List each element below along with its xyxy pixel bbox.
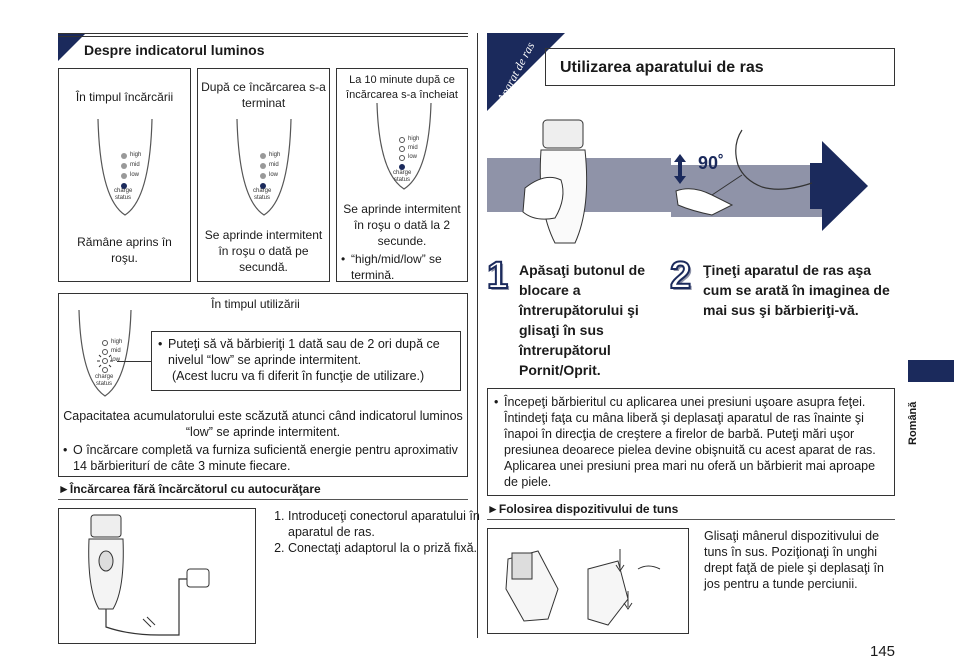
low-battery-text: Capacitatea acumulatorului este scăzută atunci când indicatorul luminos “low” se aprinde intermitent. xyxy=(63,409,463,439)
connector-line xyxy=(117,361,151,362)
indicator-low xyxy=(121,173,127,179)
indicator-mid xyxy=(121,163,127,169)
trimmer-text: Glisaţi mânerul dispozitivului de tuns în sus. Poziţionaţi în unghi drept faţă de piele şi deplasaţi în jos pentru a tunde perciunii. xyxy=(704,529,884,591)
column-divider xyxy=(477,33,478,638)
face-shaving-icon xyxy=(672,125,832,225)
indicator-panel-charged: După ce încărcarea s-a terminat high mid low charge status Se aprinde intermitent în roşu o dată pe secundă. xyxy=(197,68,330,282)
trimmer-icon xyxy=(488,529,688,633)
indicator-high xyxy=(102,340,108,346)
panel-bullet: • “high/mid/low” se termină. xyxy=(341,251,463,283)
step-1-number: 1 xyxy=(487,255,509,297)
indicator-low xyxy=(260,173,266,179)
indicator-panel-charging: În timpul încărcării high mid low charge status Rămâne aprins în roşu. xyxy=(58,68,191,282)
step-2-text: Ţineţi aparatul de ras aşa cum se arată în imaginea de mai sus şi bărbieriţi-vă. xyxy=(703,262,890,318)
usage-callout: • Puteţi să vă bărbieriţi 1 dată sau de 2 ori după ce nivelul “low” se aprinde intermitent. (Acest lucru va fi diferit în funcţie de utilizare.) xyxy=(151,331,461,391)
panel-caption: Rămâne aprins în roşu. xyxy=(77,235,172,265)
hand-shaver-icon xyxy=(515,118,615,248)
no-cleaner-title: ►Încărcarea fără încărcătorul cu autocurăţare xyxy=(58,482,321,496)
no-cleaner-illustration xyxy=(58,508,256,644)
tip-box: • Începeţi bărbieritul cu aplicarea unei presiuni uşoare asupra feţei. Întindeţi faţa cu mâna liberă şi deplasaţi aparatul de ras înainte şi înapoi în direcţia de creştere a firelor de barbă. Puteţi mări uşor presiunea deoarece pielea devine obişnuită cu acest aparat de ras. Aplicarea unei presiuni prea mari nu oferă un bărbierit mai aproape de piele. xyxy=(487,388,895,496)
section-title: Despre indicatorul luminos xyxy=(84,42,265,58)
shaver-indicator-icon xyxy=(94,119,156,219)
indicator-high xyxy=(260,153,266,159)
indicator-low xyxy=(399,155,405,161)
language-side-tab xyxy=(908,360,954,382)
trimmer-illustration xyxy=(487,528,689,634)
trimmer-title: ►Folosirea dispozitivului de tuns xyxy=(487,502,679,516)
no-cleaner-steps: 1. Introduceţi conectorul aparatului în aparatul de ras. 2. Conectaţi adaptorul la o priză fixă. xyxy=(272,508,482,556)
indicator-panel-after-10-min: La 10 minute după ce încărcarea s-a încheiat high mid low charge status Se aprinde intermitent în roşu o dată la 2 secunde. • “high/mid/low” se termină. xyxy=(336,68,468,282)
usage-header: În timpul utilizării xyxy=(211,297,300,311)
section-title: Utilizarea aparatului de ras xyxy=(560,59,764,76)
usage-panel: În timpul utilizării high mid low charge status • Puteţi să vă bărbieriţi 1 dată sau de 2 ori după ce nivelul “low” se aprinde intermitent. (Acest lucru va fi diferit în funcţie de utilizare.) Capacitatea acumulatorului este scăzută atunci când indicatorul luminos “low” se aprinde intermitent. • O încărcare completă va furniza suficientă energie pentru aproximativ 14 bărbieriturí de câte 3 minute fiecare. xyxy=(58,293,468,477)
tab-label: Aparat de ras xyxy=(494,39,538,105)
panel-caption: Se aprinde intermitent în roşu o dată pe secundă. xyxy=(204,228,323,274)
panel-header: După ce încărcarea s-a terminat xyxy=(201,80,326,110)
panel-header: La 10 minute după ce încărcarea s-a încheiat xyxy=(346,74,458,101)
indicator-high xyxy=(121,153,127,159)
page-number: 145 xyxy=(870,643,896,660)
language-label: Română xyxy=(907,401,919,445)
indicator-mid xyxy=(399,146,405,152)
step-1-text: Apăsaţi butonul de blocare a întrerupătorului şi glisaţi în sus întrerupătorul Pornit/Oprit. xyxy=(519,262,645,378)
indicator-mid xyxy=(260,163,266,169)
indicator-high xyxy=(399,137,405,143)
panel-header: În timpul încărcării xyxy=(75,90,174,104)
usage-bullet: • O încărcare completă va furniza suficientă energie pentru aproximativ 14 bărbieriturí de câte 3 minute fiecare. xyxy=(63,442,463,474)
right-header-box xyxy=(545,48,895,86)
step-2-number: 2 xyxy=(670,255,692,297)
shaver-adapter-icon xyxy=(59,509,255,643)
angle-label: 90˚ xyxy=(698,153,725,173)
panel-caption: Se aprinde intermitent în roşu o dată la 2 secunde. xyxy=(343,202,461,248)
left-section-header xyxy=(58,33,468,61)
shaver-indicator-icon xyxy=(233,119,295,219)
